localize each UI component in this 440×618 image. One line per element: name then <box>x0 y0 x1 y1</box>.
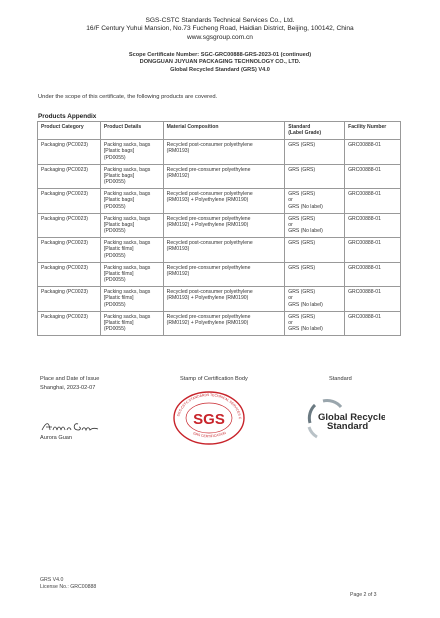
table-header-row <box>38 122 401 140</box>
cell-material <box>163 189 285 214</box>
standard-label: Standard <box>329 376 352 382</box>
cell-standard-line: GRS (GRS) <box>288 215 316 222</box>
cell-details-line: [Plastic films] <box>103 295 134 302</box>
cell-standard-line: or <box>288 197 293 204</box>
cell-facility: GRC00888-01 <box>345 238 401 263</box>
cell-material-line: (RM0193) + Polyethylene (RM0190) <box>166 197 249 204</box>
cell-material-line: Recycled pre-consumer polyethylene <box>166 313 251 320</box>
cell-standard <box>285 189 345 214</box>
certificate-number: Scope Certificate Number: SGC-GRC00888-GRS-2023-01 (continued) <box>128 52 312 58</box>
cell-material <box>163 238 285 263</box>
cell-details <box>100 164 163 189</box>
cell-material-line: Recycled pre-consumer polyethylene <box>166 215 251 222</box>
stamp-label: Stamp of Certification Body <box>180 376 248 382</box>
cell-details-line: (PD0055) <box>103 277 126 284</box>
cell-facility: GRC00888-01 <box>345 287 401 312</box>
cell-details-line: [Plastic bags] <box>103 148 135 155</box>
cell-material-line: Recycled post-consumer polyethylene <box>166 142 253 148</box>
svg-text:GRS CERTIFICATION <box>193 431 227 439</box>
cell-details-line: [Plastic films] <box>103 246 134 253</box>
table-row <box>38 311 401 336</box>
cell-standard-line: GRS (GRS) <box>288 264 316 271</box>
cell-material-line: (RM0192) + Polyethylene (RM0190) <box>166 221 249 228</box>
header-details: Product Details <box>100 122 163 140</box>
cell-details <box>100 238 163 263</box>
cell-facility: GRC00888-01 <box>345 262 401 287</box>
cell-details-line: Packing sacks, bags <box>103 166 151 173</box>
page-number: Page 2 of 3 <box>350 592 377 598</box>
cell-material-line: (RM0193) + Polyethylene (RM0190) <box>166 295 249 302</box>
cell-material <box>163 213 285 238</box>
cell-facility: GRC00888-01 <box>345 311 401 336</box>
cell-standard-line: GRS (No label) <box>288 326 323 333</box>
cell-facility: GRC00888-01 <box>345 189 401 214</box>
cell-details-line: (PD0055) <box>103 154 126 161</box>
cell-details-line: Packing sacks, bags <box>103 313 151 320</box>
cell-details-line: (PD0055) <box>103 252 126 259</box>
cell-standard-line: or <box>288 295 293 302</box>
cell-material <box>163 262 285 287</box>
cell-standard <box>285 287 345 312</box>
header-standard <box>285 122 345 140</box>
cell-material-line: Recycled pre-consumer polyethylene <box>166 264 251 271</box>
cell-standard-line: or <box>288 319 293 326</box>
cell-standard <box>285 164 345 189</box>
cell-details-line: Packing sacks, bags <box>103 289 151 295</box>
cell-material-line: (RM0192) <box>166 172 190 179</box>
table-row <box>38 262 401 287</box>
issuer-address: 16/F Century Yuhui Mansion, No.73 Fucheng Road, Haidian District, Beijing, 100142, China <box>86 25 354 33</box>
cell-details-line: Packing sacks, bags <box>103 240 151 246</box>
header-material: Material Composition <box>163 122 285 140</box>
intro-text: Under the scope of this certificate, the following products are covered. <box>38 94 218 100</box>
cell-standard-line: or <box>288 221 293 228</box>
cell-details-line: (PD0055) <box>103 301 126 308</box>
signer-name: Aurora Guan <box>40 435 73 441</box>
cell-material-line: (RM0192) <box>166 270 190 277</box>
cell-details-line: (PD0055) <box>103 179 126 186</box>
place-date-label: Place and Date of Issue <box>40 376 100 382</box>
products-table <box>37 121 401 336</box>
stamp-center-text: SGS <box>193 411 225 428</box>
issuer-header <box>0 17 440 42</box>
cell-standard-line: GRS (No label) <box>288 228 323 235</box>
cell-material-line: (RM0193) <box>166 246 190 253</box>
cell-category: Packaging (PC0023) <box>38 238 101 263</box>
cell-standard-line: GRS (GRS) <box>288 313 316 320</box>
cell-details <box>100 262 163 287</box>
certificate-standard: Global Recycled Standard (GRS) V4.0 <box>170 66 270 73</box>
cell-standard <box>285 311 345 336</box>
place-date: Shanghai, 2023-02-07 <box>40 385 96 391</box>
stamp-ring-text: SGS-CSTC STANDARDS TECHNICAL SERVICES C <box>176 392 243 420</box>
cell-details <box>100 189 163 214</box>
license-number: License No.: GRC00888 <box>40 584 97 590</box>
cell-standard-line: GRS (No label) <box>288 203 323 210</box>
cell-category: Packaging (PC0023) <box>38 140 101 165</box>
cell-details <box>100 140 163 165</box>
cell-facility: GRC00888-01 <box>345 140 401 165</box>
cell-details-line: Packing sacks, bags <box>103 215 151 222</box>
cell-details-line: Packing sacks, bags <box>103 264 151 271</box>
cell-standard-line: GRS (GRS) <box>288 240 316 246</box>
cell-category: Packaging (PC0023) <box>38 311 101 336</box>
cell-facility: GRC00888-01 <box>345 164 401 189</box>
cell-standard-line: GRS (GRS) <box>288 191 316 197</box>
cell-material <box>163 311 285 336</box>
issuer-website: www.sgsgroup.com.cn <box>187 33 253 41</box>
cell-details-line: Packing sacks, bags <box>103 191 151 197</box>
cell-material-line: Recycled post-consumer polyethylene <box>166 240 253 246</box>
document-meta <box>40 577 96 591</box>
cell-details-line: [Plastic bags] <box>103 197 135 204</box>
cell-standard-line: GRS (GRS) <box>288 142 316 148</box>
cell-details <box>100 213 163 238</box>
logo-line1: Global Recycled <box>318 412 385 423</box>
cell-material <box>163 164 285 189</box>
cell-standard <box>285 262 345 287</box>
cell-category: Packaging (PC0023) <box>38 287 101 312</box>
header-standard-line2: (Label Grade) <box>288 130 322 137</box>
table-row <box>38 140 401 165</box>
cell-standard-line: GRS (No label) <box>288 301 323 308</box>
cell-details-line: Packing sacks, bags <box>103 142 151 148</box>
cell-material-line: (RM0192) + Polyethylene (RM0190) <box>166 319 249 326</box>
cell-standard <box>285 238 345 263</box>
stamp-bottom-text: GRS CERTIFICATION <box>192 430 227 439</box>
cell-category: Packaging (PC0023) <box>38 262 101 287</box>
sgs-stamp <box>171 388 247 451</box>
table-row <box>38 164 401 189</box>
cell-details-line: (PD0055) <box>103 203 126 210</box>
header-facility: Facility Number <box>345 122 401 140</box>
table-row <box>38 238 401 263</box>
cell-standard-line: GRS (GRS) <box>288 289 316 295</box>
cell-details-line: (PD0055) <box>103 326 126 333</box>
grs-logo <box>305 397 385 446</box>
cell-category: Packaging (PC0023) <box>38 189 101 214</box>
cell-material-line: (RM0193) <box>166 148 190 155</box>
table-row <box>38 189 401 214</box>
cell-details-line: [Plastic bags] <box>103 172 135 179</box>
certificate-holder: DONGGUAN JUYUAN PACKAGING TECHNOLOGY CO., LTD. <box>139 59 301 66</box>
appendix-title: Products Appendix <box>38 113 97 120</box>
cell-material-line: Recycled post-consumer polyethylene <box>166 191 253 197</box>
cell-material-line: Recycled post-consumer polyethylene <box>166 289 253 295</box>
cell-standard <box>285 213 345 238</box>
scope-info <box>0 52 440 74</box>
cell-material-line: Recycled pre-consumer polyethylene <box>166 166 251 173</box>
cell-category: Packaging (PC0023) <box>38 164 101 189</box>
cell-details-line: [Plastic films] <box>103 319 134 326</box>
cell-material <box>163 140 285 165</box>
cell-material <box>163 287 285 312</box>
logo-line2: Standard <box>327 421 369 432</box>
table-row <box>38 287 401 312</box>
cell-details-line: (PD0055) <box>103 228 126 235</box>
cell-standard <box>285 140 345 165</box>
cell-details-line: [Plastic bags] <box>103 221 135 228</box>
cell-facility: GRC00888-01 <box>345 213 401 238</box>
cell-details-line: [Plastic films] <box>103 270 134 277</box>
table-body <box>38 140 401 336</box>
issuer-company: SGS-CSTC Standards Technical Services Co., Ltd. <box>145 17 295 24</box>
standard-version: GRS V4.0 <box>40 577 64 583</box>
cell-details <box>100 287 163 312</box>
cell-details <box>100 311 163 336</box>
cell-category: Packaging (PC0023) <box>38 213 101 238</box>
header-standard-line1: Standard <box>288 124 311 130</box>
header-category: Product Category <box>38 122 101 140</box>
cell-standard-line: GRS (GRS) <box>288 166 316 173</box>
table-row <box>38 213 401 238</box>
